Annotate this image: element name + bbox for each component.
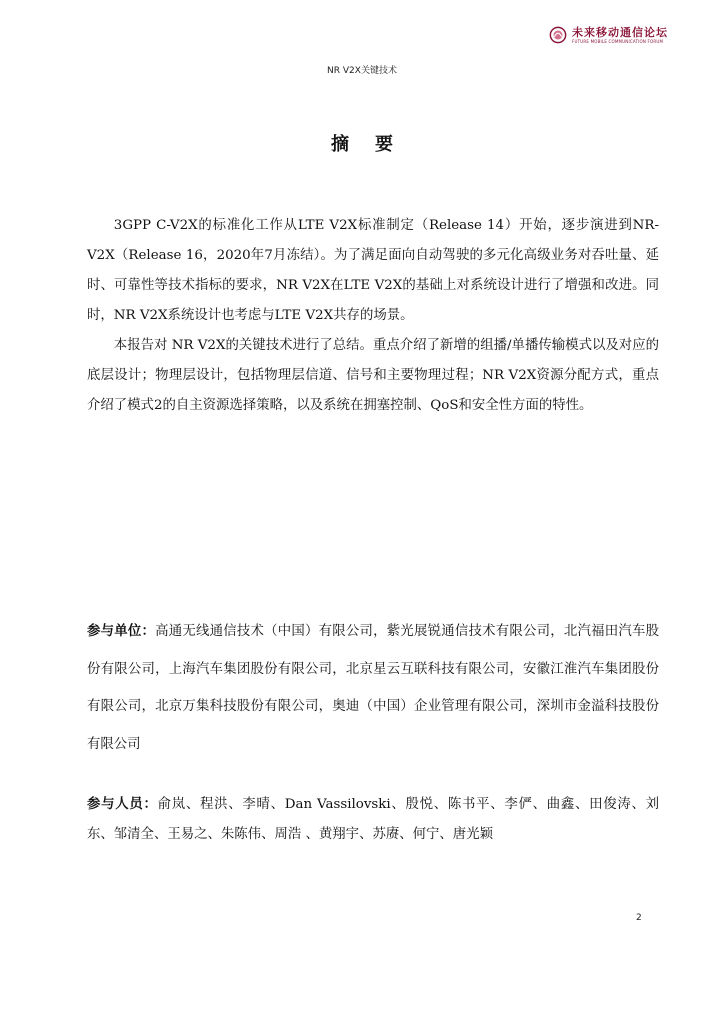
participants-section xyxy=(87,789,659,850)
participating-units-label: 参与单位： xyxy=(87,623,156,639)
forum-emblem-icon xyxy=(549,26,567,44)
forum-logo xyxy=(549,26,668,44)
participating-units-section xyxy=(87,613,659,763)
abstract-body xyxy=(87,211,659,421)
page-number: 2 xyxy=(636,913,642,923)
abstract-paragraph-2: 本报告对 NR V2X的关键技术进行了总结。重点介绍了新增的组播/单播传输模式以及对应的底层设计；物理层设计，包括物理层信道、信号和主要物理过程；NR V2X资源分配方式，重点介绍了模式2的自主资源选择策略，以及系统在拥塞控制、QoS和安全性方面的特性。 xyxy=(87,338,659,413)
logo-english-name: FUTURE MOBILE COMMUNICATION FORUM xyxy=(572,38,664,44)
participating-units-list: 高通无线通信技术（中国）有限公司，紫光展锐通信技术有限公司，北汽福田汽车股份有限公司，上海汽车集团股份有限公司，北京星云互联科技有限公司，安徽江淮汽车集团股份有限公司，北京万集科技股份有限公司，奥迪（中国）企业管理有限公司，深圳市金溢科技股份有限公司 xyxy=(87,624,659,752)
page-title: 摘要 xyxy=(331,134,419,155)
abstract-paragraph-1: 3GPP C-V2X的标准化工作从LTE V2X标准制定（Release 14）开始，逐步演进到NR-V2X（Release 16，2020年7月冻结）。为了满足面向自动驾驶的多元化高级业务对吞吐量、延时、可靠性等技术指标的要求，NR V2X在LTE V2X的基础上对系统设计进行了增强和改进。同时，NR V2X系统设计也考虑与LTE V2X共存的场景。 xyxy=(87,218,659,323)
logo-text xyxy=(572,27,668,44)
logo-chinese-name: 未来移动通信论坛 xyxy=(572,25,668,39)
participants-label: 参与人员： xyxy=(87,796,158,812)
participants-list: 俞岚、程洪、李晴、Dan Vassilovski、殷悦、陈书平、李俨、曲鑫、田俊涛、刘东、邹清全、王易之、朱陈伟、周浩 、黄翔宇、苏赓、何宁、唐光颖 xyxy=(87,797,660,842)
running-header-title: NR V2X关键技术 xyxy=(327,66,397,76)
